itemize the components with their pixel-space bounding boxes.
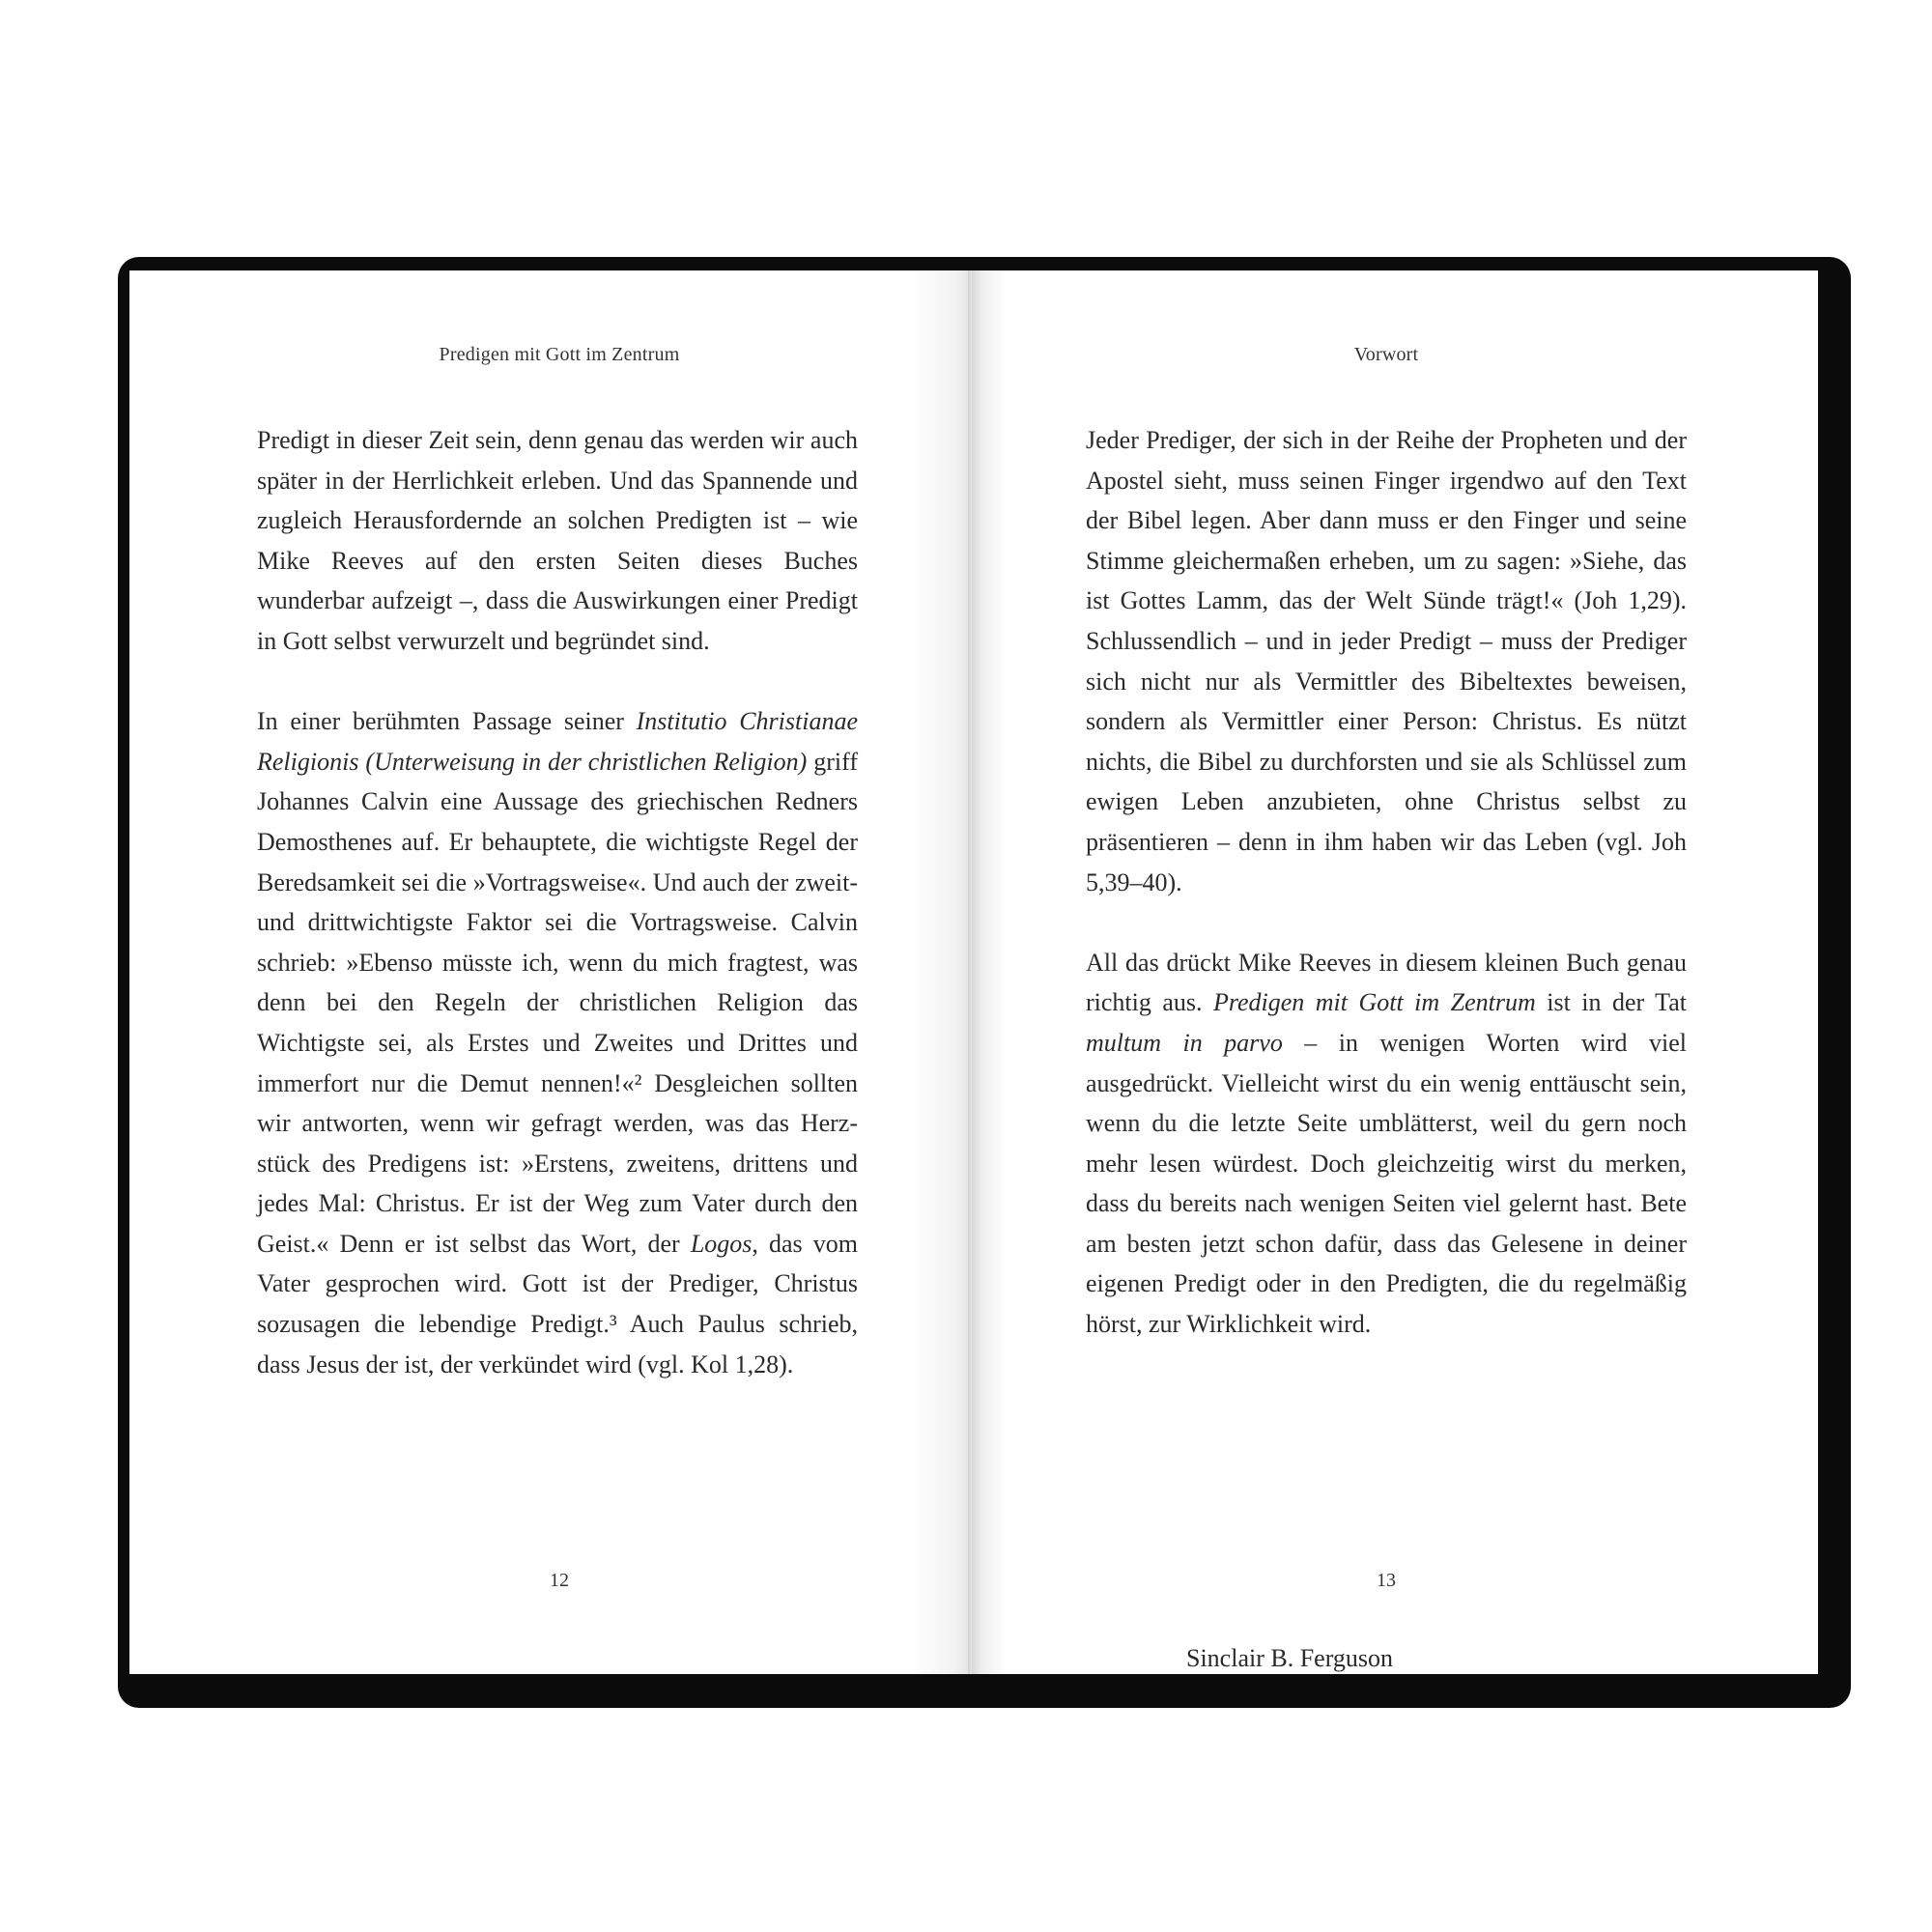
text-run: Jeder Prediger, der sich in der Reihe der Propheten und der Apostel sieht, muss seinen Finger irgendwo auf den Text der Bibel legen. Aber dann muss er den Finger und seine Stimme gleichermaßen erheben, um zu sagen: »Siehe, das ist Gottes Lamm, das der Welt Sünde trägt!« (Joh 1,29). Schlussendlich – und in jeder Predigt – muss der Prediger sich nicht nur als Vermittler des Bibeltextes beweisen, sondern als Vermittler einer Person: Christus. Es nützt nichts, die Bibel zu durchforsten und sie als Schlüssel zum ewigen Leben anzubieten, ohne Christus selbst zu präsentieren – denn in ihm haben wir das Leben (vgl. Joh 5,39–40). (1086, 426, 1687, 896)
left-page (129, 270, 972, 1674)
italic-text: Institutio Christianae Religionis (Unterweisung in der christlichen Religion) (257, 707, 859, 776)
right-page (972, 270, 1818, 1674)
paragraph (257, 701, 858, 1384)
page-number-right: 13 (1377, 1570, 1396, 1591)
text-run: griff Johannes Calvin eine Aussage des griechischen Redners Demosthenes auf. Er behauptete, die wichtigste Regel der Beredsamkeit sei die »Vortragsweise«. Und auch der zweit- und drittwichtigste Faktor sei die Vortragsweise. Calvin schrieb: »Ebenso müsste ich, wenn du mich fragtest, was denn bei den Regeln der christlichen Religion das Wichtigste sei, als Erstes und Zweites und Drittes und immerfort nur die Demut nennen!«² Desgleichen sollten wir antworten, wenn wir gefragt werden, was das Herzstück des Predigens ist: »Erstens, zweitens, drittens und jedes Mal: Christus. Er ist der Weg zum Vater durch den Geist.« Denn er ist selbst das Wort, der (257, 747, 858, 1258)
text-run: In einer berühmten Passage seiner (257, 707, 637, 736)
paragraph (1086, 943, 1687, 1345)
paragraph (257, 420, 858, 662)
italic-text: Predigen mit Gott im Zentrum (1212, 988, 1536, 1017)
text-run: , das vom Vater gesprochen wird. Gott ist der Prediger, Christus sozusagen die lebendige Predigt.³ Auch Paulus schrieb, dass Jesus der ist, der verkündet wird (vgl. Kol 1,28). (257, 1229, 858, 1378)
italic-text: multum in parvo (1086, 1028, 1283, 1057)
right-page-body (1086, 420, 1687, 1345)
italic-text: Logos (690, 1229, 753, 1258)
page-number-left: 12 (550, 1570, 569, 1591)
text-run: Predigt in dieser Zeit sein, denn genau das werden wir auch später in der Herrlichkeit erleben. Und das Spannende und zugleich Herausfordernde an solchen Predigten ist – wie Mike Reeves auf den ersten Seiten dieses Buches wunderbar aufzeigt –, dass die Auswirkungen einer Predigt in Gott selbst verwurzelt und begründet sind. (257, 426, 858, 655)
left-page-body (257, 420, 858, 1384)
text-run: – in wenigen Worten wird viel ausgedrückt. Vielleicht wirst du ein wenig enttäuscht sein, wenn du die letzte Seite umblätterst, weil du gern noch mehr lesen würdest. Doch gleichzeitig wirst du merken, dass du bereits nach wenigen Seiten viel gelernt hast. Bete am besten jetzt schon dafür, dass das Gelesene in deiner eigenen Predigt oder in den Predigten, die du regelmäßig hörst, zur Wirklichkeit wird. (1086, 1028, 1687, 1339)
text-run: ist in der Tat (1535, 988, 1687, 1017)
author-signature: Sinclair B. Ferguson (1186, 1644, 1394, 1672)
paragraph (1086, 420, 1687, 902)
running-head-right: Vorwort (1353, 344, 1419, 365)
text-run: All das drückt Mike Reeves in diesem kleinen Buch genau richtig aus. (1086, 948, 1687, 1017)
running-head-left: Predigen mit Gott im Zentrum (439, 344, 680, 365)
